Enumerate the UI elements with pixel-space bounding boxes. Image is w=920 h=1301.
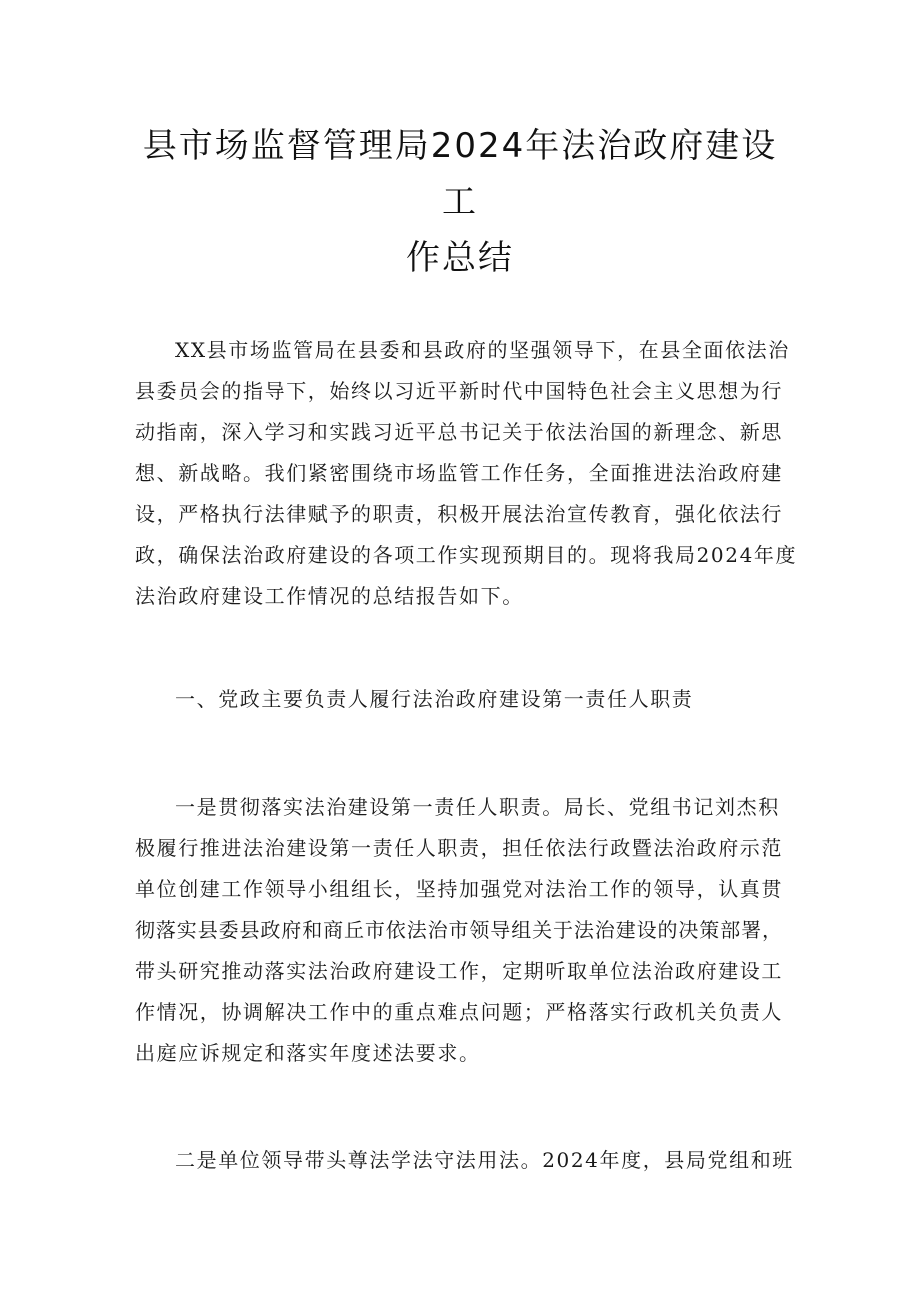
document-title: [135, 0, 785, 286]
paragraph-line: 极履行推进法治建设第一责任人职责，担任依法行政暨法治政府示范: [135, 836, 783, 860]
paragraph-line: 出庭应诉规定和落实年度述法要求。: [135, 1041, 481, 1065]
paragraph-line: 一是贯彻落实法治建设第一责任人职责。局长、党组书记刘杰积: [175, 795, 780, 819]
paragraph-line: 法治政府建设工作情况的总结报告如下。: [135, 584, 524, 608]
section-heading: [135, 679, 785, 720]
paragraph-line: XX县市场监管局在县委和县政府的坚强领导下，在县全面依法治: [175, 338, 790, 362]
paragraph-line: 设，严格执行法律赋予的职责，积极开展法治宣传教育，强化依法行: [135, 502, 783, 526]
title-line: 作总结: [406, 238, 514, 278]
paragraph-line: 动指南，深入学习和实践习近平总书记关于依法治国的新理念、新思: [135, 420, 783, 444]
paragraph-line: 政，确保法治政府建设的各项工作实现预期目的。现将我局2024年度: [135, 543, 798, 567]
title-line: 县市场监督管理局2024年法治政府建设工: [142, 126, 778, 222]
intro-paragraph: [135, 330, 798, 617]
paragraph-line: 想、新战略。我们紧密围绕市场监管工作任务，全面推进法治政府建: [135, 461, 783, 485]
paragraph-line: 县委员会的指导下，始终以习近平新时代中国特色社会主义思想为行: [135, 379, 783, 403]
point-one-paragraph: [135, 787, 785, 1074]
paragraph-line: 单位创建工作领导小组组长，坚持加强党对法治工作的领导，认真贯: [135, 877, 783, 901]
paragraph-line: 作情况，协调解决工作中的重点难点问题；严格落实行政机关负责人: [135, 1000, 783, 1024]
paragraph-line: 二是单位领导带头尊法学法守法用法。2024年度，县局党组和班: [175, 1148, 794, 1172]
section-heading-text: 一、党政主要负责人履行法治政府建设第一责任人职责: [175, 687, 694, 711]
point-two-paragraph: [135, 1140, 794, 1181]
paragraph-line: 带头研究推动落实法治政府建设工作，定期听取单位法治政府建设工: [135, 959, 783, 983]
paragraph-line: 彻落实县委县政府和商丘市依法治市领导组关于法治建设的决策部署，: [135, 918, 783, 942]
